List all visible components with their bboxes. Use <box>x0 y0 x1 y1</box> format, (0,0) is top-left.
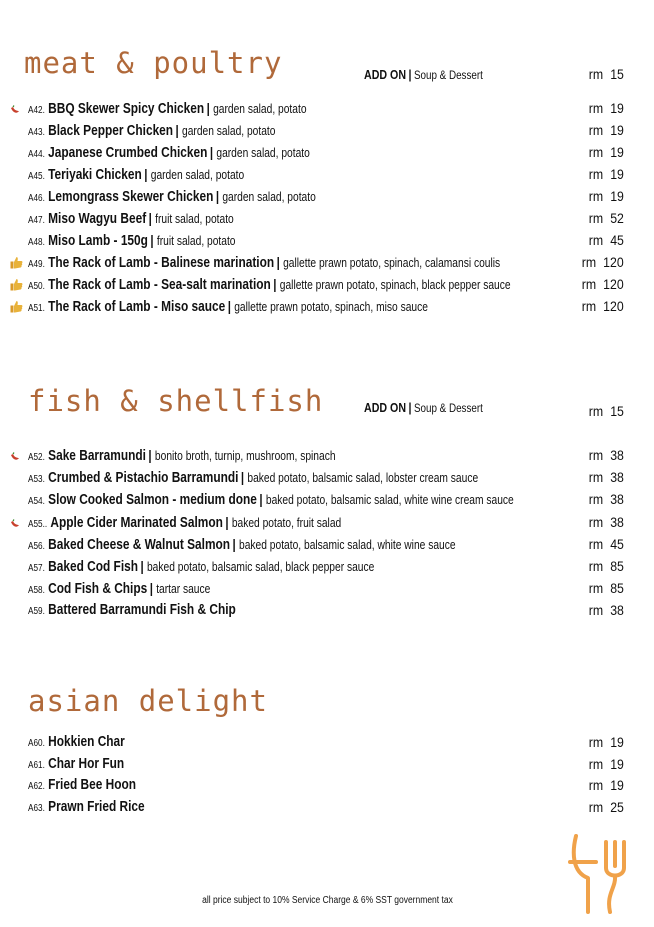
menu-item <box>28 98 307 121</box>
item-name: Baked Cod Fish <box>48 559 139 575</box>
menu-item-row <box>0 274 654 294</box>
separator: | <box>225 513 229 530</box>
item-code: A56. <box>28 540 45 552</box>
separator: | <box>148 210 152 226</box>
item-code: A48. <box>28 237 45 248</box>
item-code: A60. <box>28 738 45 749</box>
item-desc: bonito broth, turnip, mushroom, spinach <box>154 449 336 463</box>
item-code: A43. <box>28 127 45 138</box>
item-price: rm 38 <box>588 602 624 619</box>
item-name: Baked Cheese & Walnut Salmon <box>48 536 231 553</box>
item-desc: garden salad, potato <box>222 190 316 204</box>
item-price: rm 19 <box>588 188 624 204</box>
separator: | <box>408 400 412 415</box>
separator: | <box>209 144 214 160</box>
item-code: A42. <box>28 105 45 116</box>
menu-item-row <box>0 230 654 250</box>
separator: | <box>232 535 236 552</box>
item-price: rm 45 <box>588 535 624 552</box>
item-desc: baked potato, balsamic salad, lobster cream sauce <box>247 471 479 486</box>
thumbs-up-icon <box>10 300 23 318</box>
item-name: Black Pepper Chicken <box>48 123 174 139</box>
item-name: BBQ Skewer Spicy Chicken <box>48 101 205 117</box>
thumbs-up-icon <box>10 256 23 274</box>
separator: | <box>150 232 154 248</box>
menu-item-row <box>0 120 654 140</box>
item-price: rm 19 <box>588 734 624 750</box>
separator: | <box>215 188 220 204</box>
menu-item <box>28 556 374 579</box>
separator: | <box>240 469 245 486</box>
item-code: A49. <box>28 259 45 270</box>
separator: | <box>259 491 263 508</box>
item-name: Prawn Fried Rice <box>48 798 145 815</box>
thumbs-up-icon <box>10 278 23 296</box>
addon-desc: Soup & Dessert <box>413 401 483 415</box>
item-desc: fruit salad, potato <box>156 234 236 248</box>
addon-fish-shellfish <box>364 400 483 415</box>
item-price: rm 85 <box>588 580 624 597</box>
menu-item-row <box>0 754 654 774</box>
item-name: Lemongrass Skewer Chicken <box>48 189 214 205</box>
menu-item <box>28 230 236 253</box>
menu-item-row <box>0 512 654 532</box>
separator: | <box>206 100 210 116</box>
item-code: A52. <box>28 452 45 463</box>
addon-price-fish-shellfish: rm 15 <box>588 403 624 419</box>
menu-item <box>28 578 210 601</box>
item-desc: garden salad, potato <box>182 124 276 138</box>
menu-item-row <box>0 467 654 487</box>
separator: | <box>175 122 179 138</box>
separator: | <box>140 558 144 574</box>
menu-item <box>28 512 341 535</box>
item-name: Crumbed & Pistachio Barramundi <box>48 470 239 487</box>
item-name: Char Hor Fun <box>48 755 125 772</box>
item-price: rm 19 <box>588 755 624 772</box>
item-price: rm 19 <box>588 144 624 160</box>
menu-item-row <box>0 534 654 554</box>
cutlery-icon <box>566 832 638 916</box>
chili-icon <box>10 449 20 467</box>
menu-item <box>28 208 234 231</box>
item-desc: gallette prawn potato, spinach, calamansi coulis <box>283 256 501 270</box>
item-price: rm 45 <box>588 232 624 248</box>
chili-icon <box>10 516 20 534</box>
menu-item-row <box>0 164 654 184</box>
addon-label: ADD ON <box>364 400 407 415</box>
menu-item-row <box>0 556 654 576</box>
item-desc: fruit salad, potato <box>155 212 234 226</box>
item-price: rm 19 <box>588 166 624 182</box>
item-name: Miso Wagyu Beef <box>48 211 147 227</box>
menu-item <box>28 467 478 490</box>
item-code: A59. <box>28 606 45 618</box>
item-code: A51. <box>28 303 45 314</box>
item-name: Japanese Crumbed Chicken <box>48 145 208 161</box>
item-desc: baked potato, fruit salad <box>231 515 342 530</box>
item-code: A45. <box>28 171 45 182</box>
item-price: rm 38 <box>588 491 624 508</box>
menu-item-row <box>0 98 654 118</box>
item-desc: garden salad, potato <box>216 146 310 160</box>
item-code: A58. <box>28 585 45 597</box>
item-price: rm 19 <box>588 777 624 793</box>
menu-item <box>28 142 310 165</box>
item-code: A55.. <box>28 518 48 530</box>
item-name: The Rack of Lamb - Balinese marination <box>48 255 275 271</box>
item-code: A44. <box>28 149 45 160</box>
item-price: rm 25 <box>588 798 624 815</box>
item-name: Miso Lamb - 150g <box>48 233 148 249</box>
item-desc: tartar sauce <box>156 582 211 597</box>
menu-item <box>28 296 428 319</box>
item-name: Cod Fish & Chips <box>48 581 148 598</box>
item-name: The Rack of Lamb - Miso sauce <box>48 299 226 315</box>
item-name: Fried Bee Hoon <box>48 777 137 793</box>
menu-item <box>28 120 275 143</box>
item-desc: baked potato, balsamic salad, white wine cream sauce <box>265 493 514 508</box>
item-price: rm 120 <box>582 276 624 292</box>
addon-label: ADD ON <box>364 67 407 82</box>
item-code: A46. <box>28 193 45 204</box>
menu-item <box>28 164 244 187</box>
item-price: rm 85 <box>588 558 624 574</box>
separator: | <box>227 298 231 314</box>
item-code: A57. <box>28 563 45 574</box>
item-price: rm 120 <box>582 254 624 270</box>
menu-item-row <box>0 208 654 228</box>
item-name: Slow Cooked Salmon - medium done <box>48 492 257 509</box>
menu-item-row <box>0 142 654 162</box>
menu-item-row <box>0 296 654 316</box>
item-name: Hokkien Char <box>48 734 125 750</box>
menu-item-row <box>0 797 654 817</box>
menu-item-row <box>0 489 654 509</box>
item-desc: gallette prawn potato, spinach, miso sauce <box>234 300 428 314</box>
item-desc: baked potato, balsamic salad, white wine sauce <box>239 537 456 552</box>
menu-item <box>28 797 145 819</box>
item-code: A53. <box>28 474 45 486</box>
item-price: rm 19 <box>588 122 624 138</box>
menu-item-row <box>0 600 654 620</box>
item-price: rm 120 <box>582 298 624 314</box>
chili-icon <box>10 102 20 120</box>
item-code: A47. <box>28 215 45 226</box>
item-name: Apple Cider Marinated Salmon <box>50 514 223 531</box>
menu-item-row <box>0 445 654 465</box>
menu-item-row <box>0 186 654 206</box>
separator: | <box>408 67 412 82</box>
item-name: Sake Barramundi <box>48 448 146 464</box>
item-desc: baked potato, balsamic salad, black pepper sauce <box>146 560 375 574</box>
menu-item <box>28 754 124 776</box>
menu-item <box>28 534 456 557</box>
item-price: rm 52 <box>588 210 624 226</box>
section-title-asian-delight: asian delight <box>28 684 268 718</box>
addon-meat-poultry <box>364 67 483 82</box>
section-title-meat-poultry: meat & poultry <box>24 46 283 80</box>
item-code: A54. <box>28 496 45 508</box>
menu-item-row <box>0 775 654 795</box>
item-name: Teriyaki Chicken <box>48 167 142 183</box>
menu-item-row <box>0 578 654 598</box>
item-price: rm 38 <box>588 447 624 463</box>
footer-note: all price subject to 10% Service Charge & 6% SST government tax <box>201 895 453 906</box>
item-desc: gallette prawn potato, spinach, black pepper sauce <box>279 278 511 292</box>
menu-item <box>28 252 500 275</box>
item-desc: garden salad, potato <box>213 102 307 116</box>
item-code: A61. <box>28 759 45 771</box>
item-code: A62. <box>28 781 45 792</box>
menu-item <box>28 186 316 209</box>
item-price: rm 38 <box>588 469 624 486</box>
item-name: Battered Barramundi Fish & Chip <box>48 602 236 619</box>
menu-item-row <box>0 732 654 752</box>
separator: | <box>276 254 280 270</box>
section-title-fish-shellfish: fish & shellfish <box>28 384 324 418</box>
menu-item <box>28 445 336 468</box>
separator: | <box>144 166 148 182</box>
item-price: rm 38 <box>588 513 624 530</box>
menu-item <box>28 732 125 754</box>
item-code: A50. <box>28 281 45 292</box>
addon-price-meat-poultry: rm 15 <box>588 66 624 82</box>
menu-item <box>28 489 514 512</box>
separator: | <box>149 580 153 597</box>
addon-desc: Soup & Dessert <box>413 68 483 82</box>
item-price: rm 19 <box>588 100 624 116</box>
item-desc: garden salad, potato <box>150 168 245 182</box>
menu-item <box>28 600 236 622</box>
item-name: The Rack of Lamb - Sea-salt marination <box>48 277 271 293</box>
menu-item-row <box>0 252 654 272</box>
menu-item <box>28 274 511 297</box>
item-code: A63. <box>28 802 45 814</box>
separator: | <box>148 447 152 463</box>
menu-item <box>28 775 136 797</box>
separator: | <box>273 276 277 292</box>
